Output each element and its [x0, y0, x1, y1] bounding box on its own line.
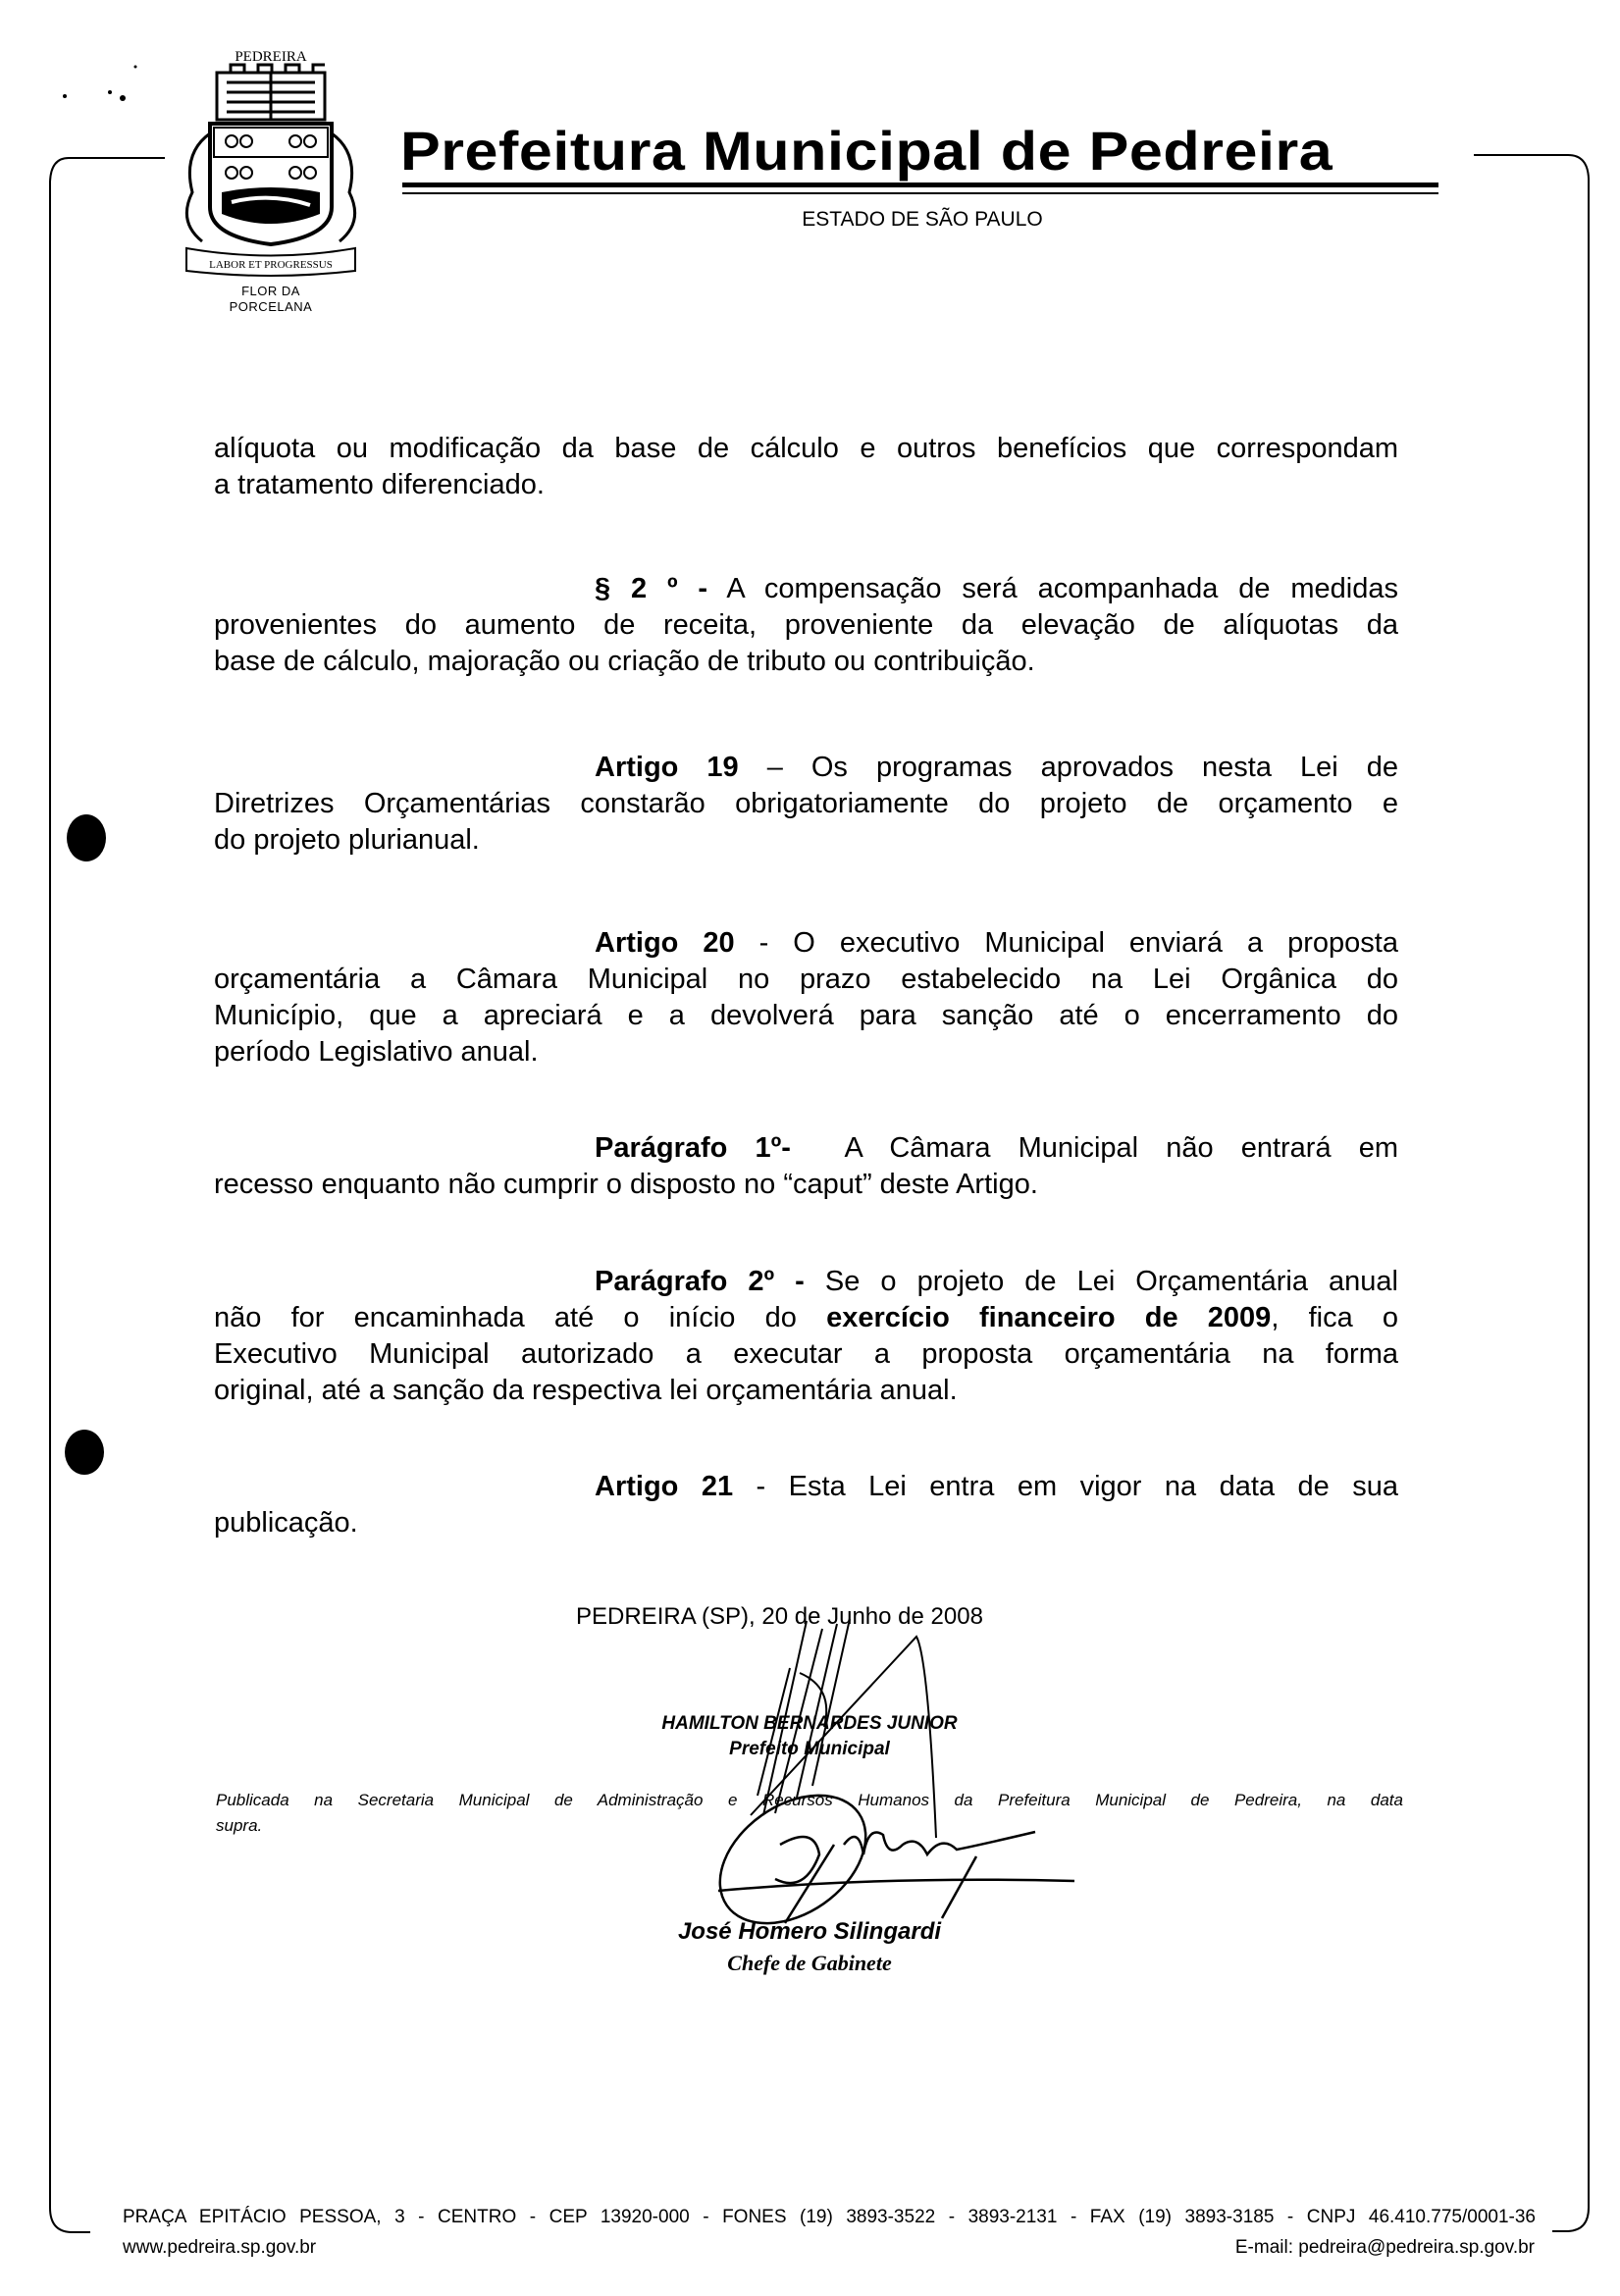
letterhead-title: Prefeitura Municipal de Pedreira	[400, 120, 1333, 182]
footer-address: PRAÇA EPITÁCIO PESSOA, 3 - CENTRO - CEP 13920-000 - FONES (19) 3893-3522 - 3893-2131 - FAX (19) 3893-3185 - CNPJ 46.410.775/0001-36	[123, 2207, 1536, 2227]
text-line: orçamentária a Câmara Municipal no prazo estabelecido na Lei Orgânica do	[214, 964, 1398, 995]
text-line: do projeto plurianual.	[214, 824, 480, 856]
mayor-name: HAMILTON BERNARDES JUNIOR	[661, 1713, 958, 1734]
crest-top-text: PEDREIRA	[235, 49, 307, 65]
chief-title: Chefe de Gabinete	[727, 1951, 892, 1975]
text-line: Diretrizes Orçamentárias constarão obrigatoriamente do projeto de orçamento e	[214, 788, 1398, 819]
text-line: período Legislativo anual.	[214, 1036, 539, 1068]
text-segment: Se o projeto de Lei Orçamentária anual	[804, 1266, 1398, 1297]
crest-label-line1: FLOR DA	[241, 284, 300, 298]
footer-website[interactable]: www.pedreira.sp.gov.br	[123, 2237, 317, 2258]
paragraph-lead: Parágrafo 1º-	[595, 1132, 791, 1164]
text-segment: , fica o	[1271, 1302, 1399, 1333]
text-line: a tratamento diferenciado.	[214, 469, 545, 500]
letterhead-subtitle: ESTADO DE SÃO PAULO	[802, 208, 1043, 231]
bold-phrase: exercício financeiro de 2009	[826, 1302, 1272, 1333]
publication-line: supra.	[216, 1816, 263, 1835]
mayor-title: Prefeito Municipal	[729, 1739, 890, 1759]
text-line: original, até a sanção da respectiva lei orçamentária anual.	[214, 1375, 958, 1406]
footer-email[interactable]: E-mail: pedreira@pedreira.sp.gov.br	[1234, 2237, 1535, 2258]
text-line: provenientes do aumento de receita, proveniente da elevação de alíquotas da	[214, 609, 1398, 641]
chief-name: José Homero Silingardi	[677, 1918, 942, 1945]
crest-motto: LABOR ET PROGRESSUS	[209, 259, 333, 271]
chief-signature	[696, 1769, 1074, 1950]
article-lead: Artigo 21	[595, 1471, 734, 1502]
text-line: Município, que a apreciará e a devolverá para sanção até o encerramento do	[214, 1000, 1398, 1031]
article-lead: Artigo 20	[595, 927, 735, 959]
text-line: alíquota ou modificação da base de cálculo e outros benefícios que correspondam	[214, 433, 1398, 464]
text-segment: - Esta Lei entra em vigor na data de sua	[733, 1471, 1398, 1502]
article-lead: Artigo 19	[595, 752, 739, 783]
text-line: Executivo Municipal autorizado a executar a proposta orçamentária na forma	[214, 1338, 1398, 1370]
crest-label-line2: PORCELANA	[229, 299, 313, 314]
text-line: base de cálculo, majoração ou criação de tributo ou contribuição.	[214, 646, 1035, 677]
section-lead: § 2 º -	[595, 573, 708, 604]
text-segment: - O executivo Municipal enviará a proposta	[734, 927, 1398, 959]
paragraph-lead: Parágrafo 2º -	[595, 1266, 805, 1297]
text-line: recesso enquanto não cumprir o disposto no “caput” deste Artigo.	[214, 1169, 1038, 1200]
text-line: publicação.	[214, 1507, 358, 1539]
text-segment: não for encaminhada até o início do	[214, 1302, 827, 1333]
text-segment: – Os programas aprovados nesta Lei de	[738, 752, 1399, 783]
signing-date: PEDREIRA (SP), 20 de Junho de 2008	[576, 1603, 983, 1630]
publication-line: Publicada na Secretaria Municipal de Administração e Recursos Humanos da Prefeitura Municipal de Pedreira, na data	[216, 1791, 1403, 1809]
text-segment: A Câmara Municipal não entrará em	[790, 1132, 1398, 1164]
text-segment: A compensação será acompanhada de medidas	[707, 573, 1398, 604]
